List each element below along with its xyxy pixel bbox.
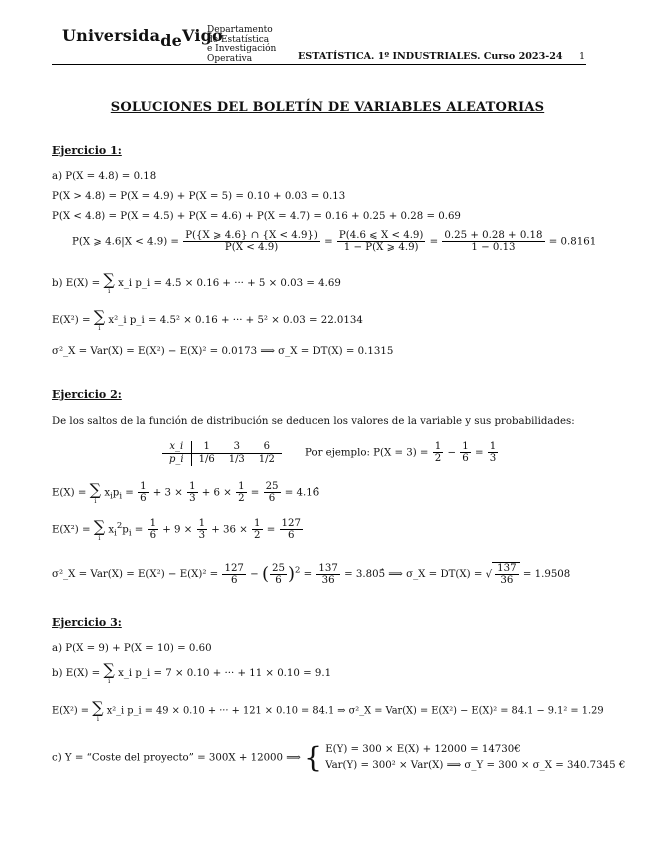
square-root: √ $\frac{137}{36}$ [486,562,520,586]
sum-symbol: ∑ i [93,307,106,332]
section-heading-ex1: Ejercicio 1: [52,144,122,157]
ex1-conditional-prob: P(X ⩾ 4.6|X < 4.9) = $\frac{P(\{X ⩾ 4.6\} \cap \{X < 4.9\})}{P(X < 4.9)}$ = $\frac{P(4.6 ⩽ X < 4.9)}{1 - P(X ⩾ 4.9)}$ = $\frac{0.25 + 0.28 + 0.18}{1 - 0.13}$ = 0.8161 [72,230,597,253]
ex1-variance: σ²_X = Var(X) = E(X²) − E(X)² = 0.0173 ⟹ σ_X = DT(X) = 0.1315 [52,346,394,357]
document-title: SOLUCIONES DEL BOLETÍN DE VARIABLES ALEATORIAS [110,100,545,115]
table-row-label-p: p_i [162,454,191,467]
ex2-intro: De los saltos de la función de distribución se deducen los valores de la variable y sus probabilidades: [52,416,575,427]
ex2-variance: σ²_X = Var(X) = E(X²) − E(X)² = $\frac{127}{6}$ − ( $\frac{25}{6}$ )$^2$ = $\frac{137}{36}$ = 3.805̂ ⟹ σ_X = DT(X) = √ $\frac{137}{36}$ = 1.9508 [52,562,571,586]
sum-symbol: ∑ i [89,479,102,505]
ex1-line-a3: P(X < 4.8) = P(X = 4.5) + P(X = 4.6) + P(X = 4.7) = 0.16 + 0.25 + 0.28 = 0.69 [52,211,461,222]
university-logo: UniversidadeVigo [62,26,223,50]
page-number: 1 [579,51,586,62]
section-heading-ex2: Ejercicio 2: [52,388,122,401]
table-cell: 1/6 [198,454,215,465]
probability-table [162,441,282,466]
ex3-line-a: a) P(X = 9) + P(X = 10) = 0.60 [52,643,212,654]
table-row-label-x: x_i [162,441,191,454]
table-cell: 1/2 [258,454,275,465]
section-heading-ex3: Ejercicio 3: [52,616,122,629]
table-cell: 1/3 [228,454,245,465]
sum-symbol: ∑ i [103,270,115,295]
table-cell: 6 [252,441,282,454]
table-cell: 3 [222,441,252,454]
ex3-second-moment: E(X²) = ∑ i x²_i p_i = 49 × 0.10 + ··· + 121 × 0.10 = 84.1 ⇒ σ²_X = Var(X) = E(X²) − E(X)² = 84.1 − 9.1² = 1.29 [52,698,604,723]
department-name: Departamento de Estatística e Investigación Operativa [207,25,277,64]
sum-symbol: ∑ i [92,698,104,723]
table-cell: 1 [191,441,222,454]
ex2-expectation: E(X) = ∑ i $x_ip_i$ = $\frac{1}{6}$ + 3 × $\frac{1}{3}$ + 6 × $\frac{1}{2}$ = $\frac{25}{6}$ = 4.16̂ [52,479,320,505]
ex2-second-moment: E(X²) = ∑ i $x_i^2p_i$ = $\frac{1}{6}$ + 9 × $\frac{1}{3}$ + 36 × $\frac{1}{2}$ = $\frac{127}{6}$ [52,516,301,542]
header-rule [52,64,586,65]
ex1-line-a2: P(X > 4.8) = P(X = 4.9) + P(X = 5) = 0.10 + 0.03 = 0.13 [52,191,346,202]
left-brace: { [304,741,322,774]
sum-symbol: ∑ i [93,516,106,542]
sum-symbol: ∑ i [103,660,115,685]
ex1-second-moment: E(X²) = ∑ i x²_i p_i = 4.5² × 0.16 + ··· + 5² × 0.03 = 22.0134 [52,307,363,332]
ex1-expectation: b) E(X) = ∑ i x_i p_i = 4.5 × 0.16 + ··· + 5 × 0.03 = 4.69 [52,270,341,295]
ex2-example: Por ejemplo: P(X = 3) = $\frac{1}{2}$ − $\frac{1}{6}$ = $\frac{1}{3}$ [305,441,497,464]
ex3-expectation: b) E(X) = ∑ i x_i p_i = 7 × 0.10 + ··· + 11 × 0.10 = 9.1 [52,660,332,685]
ex3-cost: c) Y = “Coste del proyecto” = 300X + 12000 ⟹ { E(Y) = 300 × E(X) + 12000 = 14730€ Var(Y) = 300² × Var(X) ⟹ σ_Y = 300 × σ_X = 340.7345 € [52,741,626,774]
running-title: ESTATÍSTICA. 1º INDUSTRIALES. Curso 2023-24 [298,51,563,62]
ex1-line-a1: a) P(X = 4.8) = 0.18 [52,171,157,182]
